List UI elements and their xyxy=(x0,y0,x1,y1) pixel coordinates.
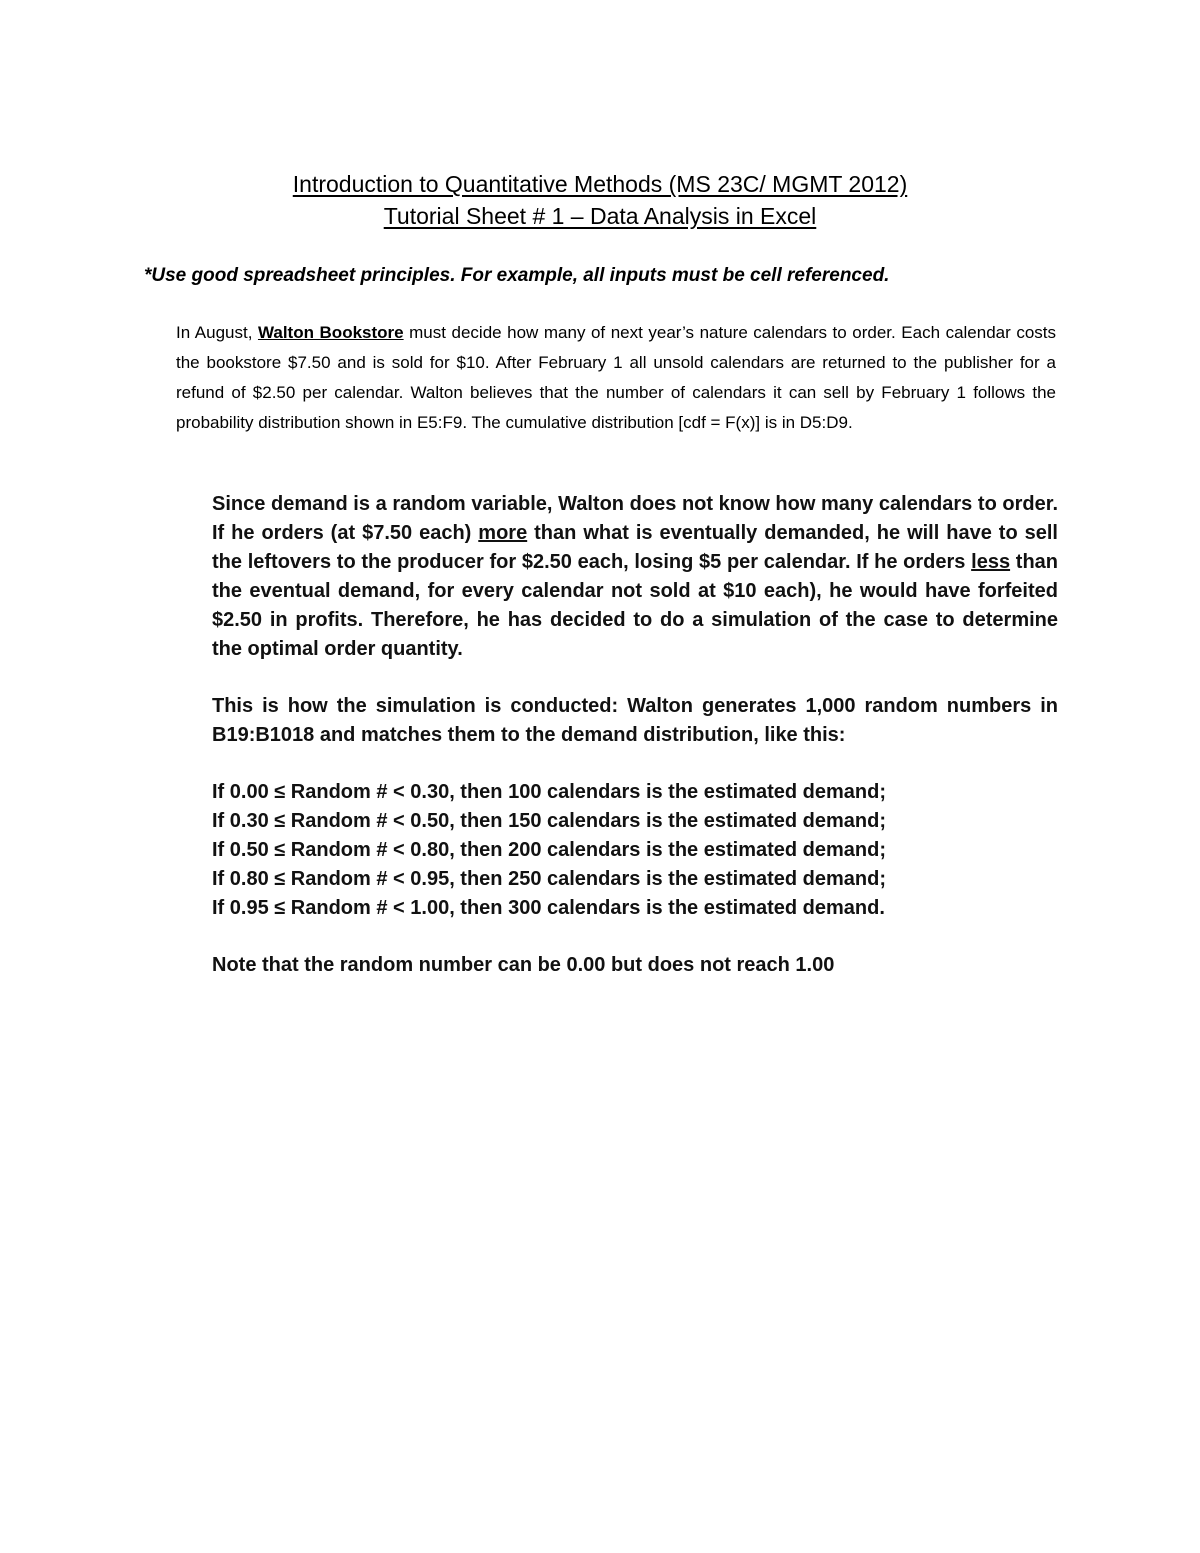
demand-rule: If 0.30 ≤ Random # < 0.50, then 150 calendars is the estimated demand; xyxy=(212,810,887,832)
demand-rule: If 0.50 ≤ Random # < 0.80, then 200 calendars is the estimated demand; xyxy=(212,839,887,861)
simulation-explanation xyxy=(212,490,1058,980)
instruction-note: *Use good spreadsheet principles. For example, all inputs must be cell referenced. xyxy=(144,265,890,286)
intro-text-start: In August, xyxy=(176,323,258,342)
demand-text-3: than the eventual demand, for every calendar not sold at $10 each), he would have forfeited $2.50 in profits. Therefore, he has decided to do a simulation of the case to determine the optimal order quantity. xyxy=(212,551,1058,660)
random-number-note: Note that the random number can be 0.00 but does not reach 1.00 xyxy=(212,954,835,976)
emphasis-less: less xyxy=(971,551,1011,573)
tutorial-title: Tutorial Sheet # 1 – Data Analysis in Excel xyxy=(383,203,817,229)
emphasis-more: more xyxy=(478,522,528,544)
demand-text-1: Since demand is a random variable, Walton does not know how many calendars to order. If he orders (at $7.50 each) xyxy=(212,493,1058,544)
intro-text-rest: must decide how many of next year’s nature calendars to order. Each calendar costs the bookstore $7.50 and is sold for $10. After February 1 all unsold calendars are returned to the publisher for a refund of $2.50 per calendar. Walton believes that the number of calendars it can sell by February 1 follows the probability distribution shown in E5:F9. The cumulative distribution [cdf = F(x)] is in D5:D9. xyxy=(176,323,1056,432)
demand-rule: If 0.95 ≤ Random # < 1.00, then 300 calendars is the estimated demand. xyxy=(212,897,885,919)
course-title: Introduction to Quantitative Methods (MS 23C/ MGMT 2012) xyxy=(292,171,908,197)
demand-text-2: than what is eventually demanded, he will have to sell the leftovers to the producer for $2.50 each, losing $5 per calendar. If he orders xyxy=(212,522,1058,573)
intro-paragraph xyxy=(176,318,1056,438)
simulation-paragraph: This is how the simulation is conducted: Walton generates 1,000 random numbers in B19:B1018 and matches them to the demand distribution, like this: xyxy=(212,695,1058,746)
company-name: Walton Bookstore xyxy=(257,323,404,342)
demand-rule: If 0.00 ≤ Random # < 0.30, then 100 calendars is the estimated demand; xyxy=(212,781,887,803)
demand-rules-list xyxy=(212,778,1058,923)
demand-rule: If 0.80 ≤ Random # < 0.95, then 250 calendars is the estimated demand; xyxy=(212,868,887,890)
document-title xyxy=(0,168,1200,232)
demand-paragraph xyxy=(212,490,1058,664)
